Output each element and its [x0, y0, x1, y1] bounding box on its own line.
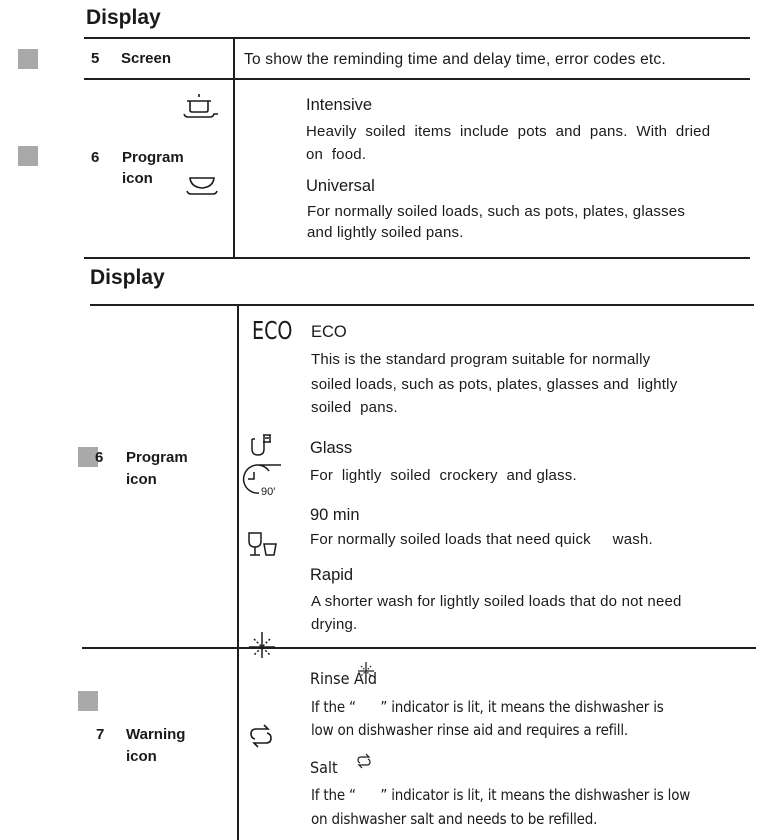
section-marker: [18, 146, 38, 166]
program-description: drying.: [311, 616, 358, 633]
table-rule: [84, 257, 750, 259]
column-divider: [237, 304, 239, 840]
row-label: icon: [122, 170, 153, 187]
eco-icon: ECO: [252, 316, 293, 345]
table-rule: [84, 78, 750, 80]
table-rule-top: [84, 37, 750, 39]
timer-90-icon: [241, 463, 285, 499]
warning-description: on dishwasher salt and needs to be refilled.: [311, 810, 598, 828]
program-description: A shorter wash for lightly soiled loads that do not need: [311, 593, 682, 610]
program-description: soiled loads, such as pots, plates, glasses and lightly: [311, 376, 678, 393]
warning-name-salt: Salt: [310, 758, 338, 777]
row-number: 6: [95, 449, 104, 466]
glass-program-icon: [247, 433, 275, 459]
program-description: For normally soiled loads, such as pots, plates, glasses: [307, 203, 686, 220]
program-name-glass: Glass: [310, 439, 353, 457]
salt-arrows-icon: [248, 722, 274, 750]
row-label: icon: [126, 471, 157, 488]
program-name-intensive: Intensive: [306, 96, 373, 114]
program-description: For normally soiled loads that need quick wash.: [310, 531, 653, 548]
section-marker: [18, 49, 38, 69]
glass-and-cup-icon: [245, 531, 279, 559]
warning-description: low on dishwasher rinse aid and requires a refill.: [311, 721, 628, 739]
section-title: Display: [90, 266, 165, 289]
column-divider: [233, 37, 235, 258]
program-name-rapid: Rapid: [310, 566, 354, 584]
program-description: and lightly soiled pans.: [307, 224, 464, 241]
svg-text:90′: 90′: [261, 486, 276, 498]
row-label: Screen: [121, 50, 172, 67]
universal-bowl-icon: [186, 174, 222, 198]
program-description: soiled pans.: [311, 399, 398, 416]
salt-inline-icon: [356, 752, 372, 770]
table-rule: [82, 647, 756, 649]
row-label: icon: [126, 748, 157, 765]
rinse-aid-sparkle-icon: [247, 630, 277, 660]
program-name-90-min: 90 min: [310, 506, 360, 524]
intensive-pot-icon: [182, 92, 222, 122]
program-name-universal: Universal: [306, 177, 375, 195]
section-title: Display: [86, 6, 161, 29]
row-label: Program: [122, 149, 184, 166]
warning-description: If the “ ” indicator is lit, it means the dishwasher is: [311, 698, 664, 716]
row-number: 6: [91, 149, 100, 166]
row-number: 7: [96, 726, 105, 743]
program-description: This is the standard program suitable for normally: [311, 351, 651, 368]
program-description: Heavily soiled items include pots and pans. With dried: [306, 123, 711, 140]
row-label: Warning: [126, 726, 186, 743]
program-description: on food.: [306, 146, 367, 163]
row-label: Program: [126, 449, 188, 466]
rinse-aid-inline-icon: [357, 661, 375, 679]
program-name-eco: ECO: [311, 323, 347, 341]
table-rule-top: [90, 304, 754, 306]
row-number: 5: [91, 50, 100, 67]
program-description: For lightly soiled crockery and glass.: [310, 467, 577, 484]
warning-name-rinse-aid: Rinse Aid: [310, 669, 378, 688]
section-marker: [78, 691, 98, 711]
warning-description: If the “ ” indicator is lit, it means the dishwasher is low: [311, 786, 691, 804]
row-description: To show the reminding time and delay time, error codes etc.: [244, 51, 666, 68]
